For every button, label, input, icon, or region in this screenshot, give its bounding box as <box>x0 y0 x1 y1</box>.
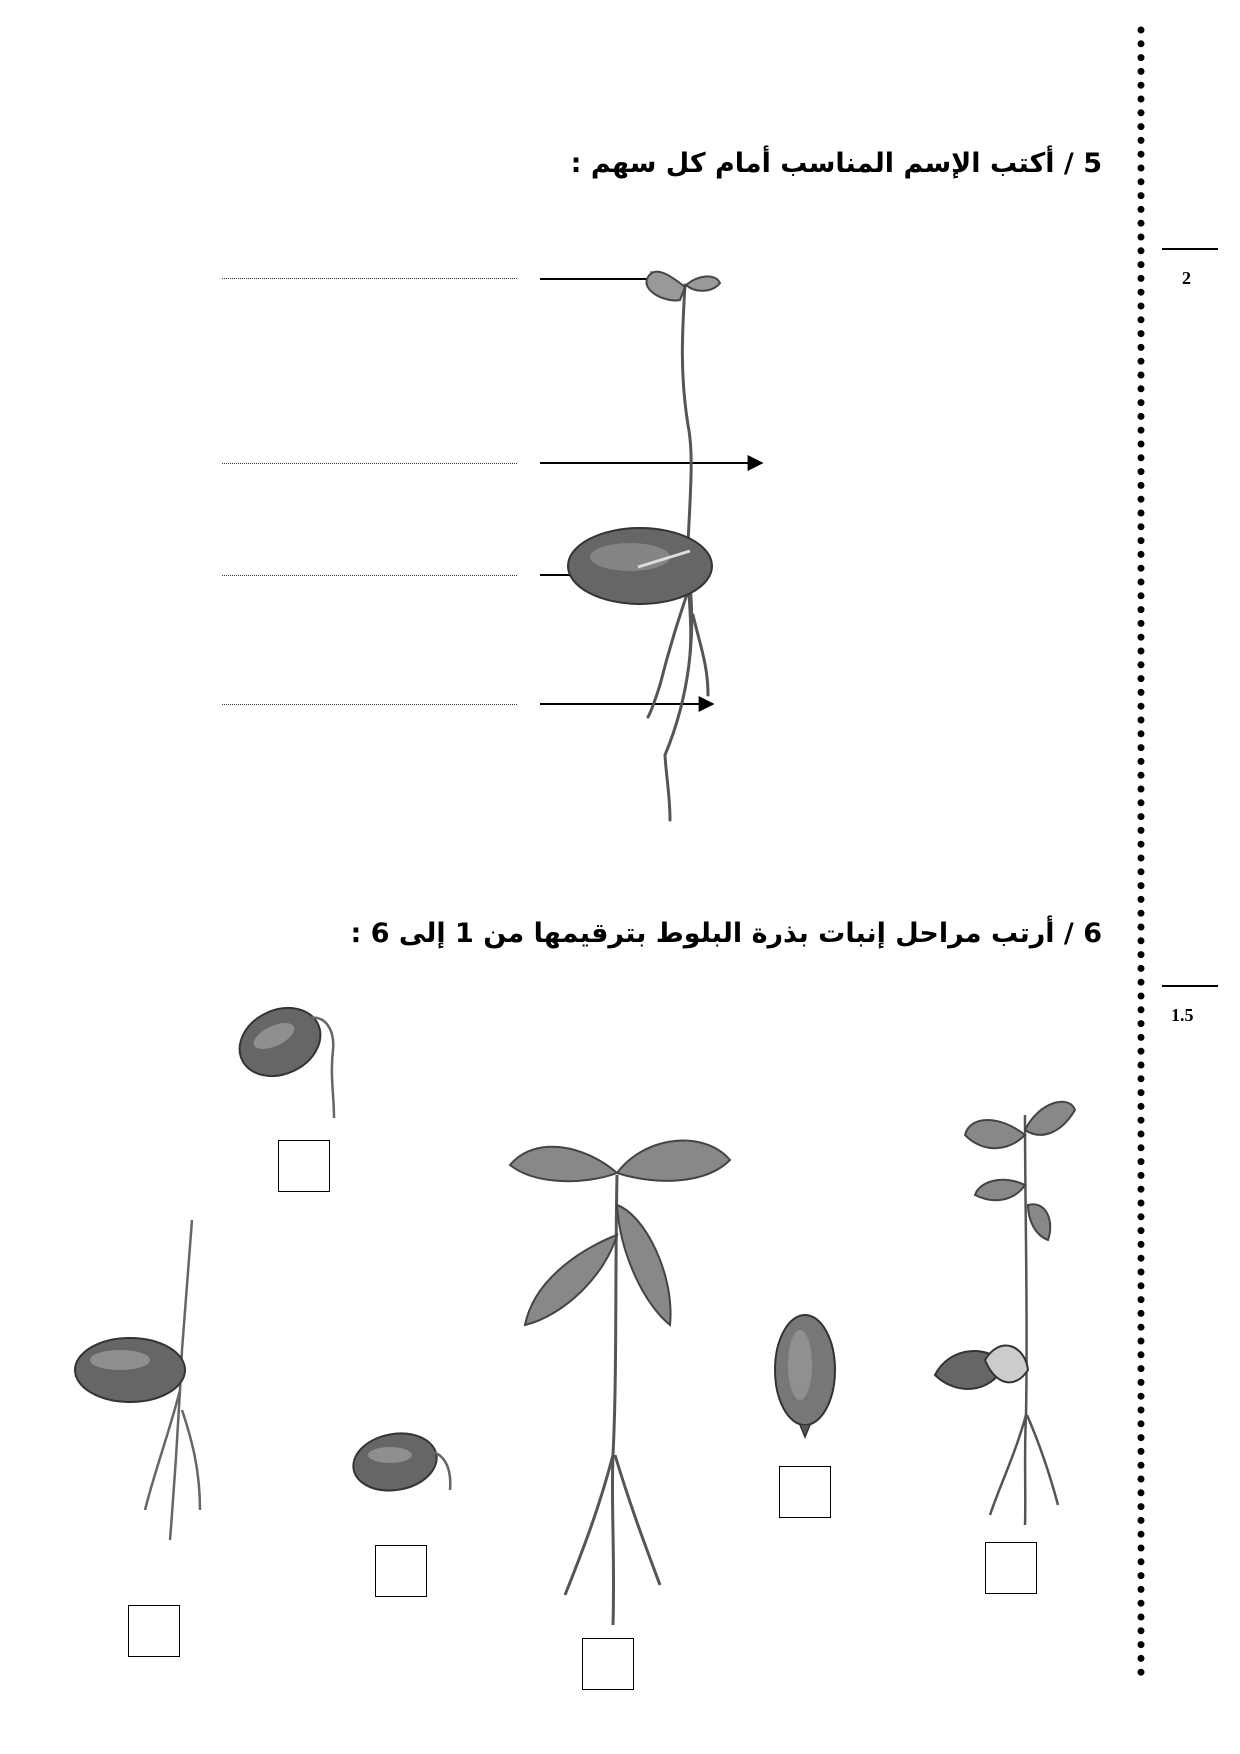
oak-seedling-diagram <box>590 255 810 835</box>
stage-box-1[interactable] <box>278 1140 330 1192</box>
score-line-q6 <box>1162 985 1218 987</box>
stage-box-4[interactable] <box>582 1638 634 1690</box>
stage-seed-root <box>350 1420 470 1520</box>
question-6-heading <box>351 918 1102 949</box>
score-line-q5 <box>1162 248 1218 250</box>
stage-older-seedling <box>930 1095 1080 1535</box>
question-5-separator: / <box>1063 148 1074 179</box>
margin-dotted-line <box>1136 30 1146 1685</box>
question-6-number: 6 <box>1083 918 1102 949</box>
stage-box-2[interactable] <box>128 1605 180 1657</box>
stage-box-6[interactable] <box>985 1542 1037 1594</box>
score-q5: 2 <box>1182 268 1191 288</box>
stage-seed-small-root <box>230 990 370 1125</box>
question-5-text: أكتب الإسم المناسب أمام كل سهم : <box>570 148 1055 179</box>
stage-acorn <box>770 1310 840 1440</box>
stage-box-5[interactable] <box>779 1466 831 1518</box>
score-q6: 1.5 <box>1171 1005 1194 1025</box>
question-6-separator: / <box>1063 918 1074 949</box>
stage-seedling-shoot <box>70 1210 230 1550</box>
question-5-number: 5 <box>1083 148 1102 179</box>
question-6-text: أرتب مراحل إنبات بذرة البلوط بترقيمها من 1 إلى 6 : <box>350 918 1055 949</box>
stage-young-oak <box>505 1125 735 1635</box>
stage-box-3[interactable] <box>375 1545 427 1597</box>
